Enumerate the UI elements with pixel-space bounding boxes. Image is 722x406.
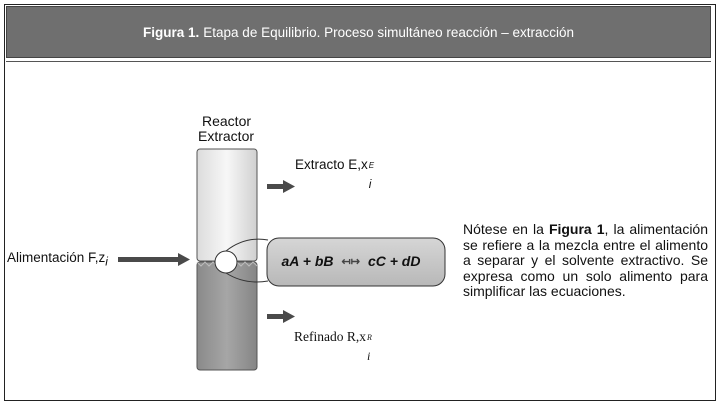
reaction-products: cC + dD (367, 253, 421, 269)
feed-text: Alimentación F,z (7, 250, 106, 265)
extract-superscript: E (368, 161, 375, 170)
interface-droplet (215, 251, 237, 273)
reaction-reactants: aA + bB (281, 253, 334, 269)
reaction-equation (268, 247, 434, 275)
note-bold: Figura 1 (548, 221, 605, 237)
reactor-label-line1: Reactor (202, 113, 252, 129)
extract-arrow (267, 180, 295, 193)
feed-arrow (118, 253, 190, 266)
note-suffix: , la alimentación se refiere a la mezcla entre el alimento a separar y el solvente extractivo. Se expresa como un solo alimento para simplificar las ecuaciones. (463, 221, 708, 299)
extract-subscript: i (368, 177, 372, 191)
feed-label (7, 250, 108, 269)
extract-label (295, 157, 376, 191)
raffinate-text: Refinado R,x (294, 329, 366, 344)
raffinate-arrow (267, 310, 295, 323)
note-prefix: Nótese en la (463, 221, 549, 237)
reactor-lower-phase (197, 262, 257, 370)
raffinate-superscript: R (367, 333, 372, 342)
reactor-label-line2: Extractor (198, 128, 255, 144)
feed-subscript: i (105, 254, 108, 269)
raffinate-subscript: i (367, 349, 371, 363)
figure-note (463, 222, 708, 300)
caption-label: Figura 1. (143, 24, 200, 40)
extract-text: Extracto E,x (295, 157, 368, 172)
equilibrium-arrow: ↤↦ (341, 255, 360, 268)
raffinate-label (294, 329, 374, 363)
caption-text: Etapa de Equilibrio. Proceso simultáneo reacción – extracción (203, 24, 574, 40)
reactor-upper-phase (197, 149, 257, 261)
